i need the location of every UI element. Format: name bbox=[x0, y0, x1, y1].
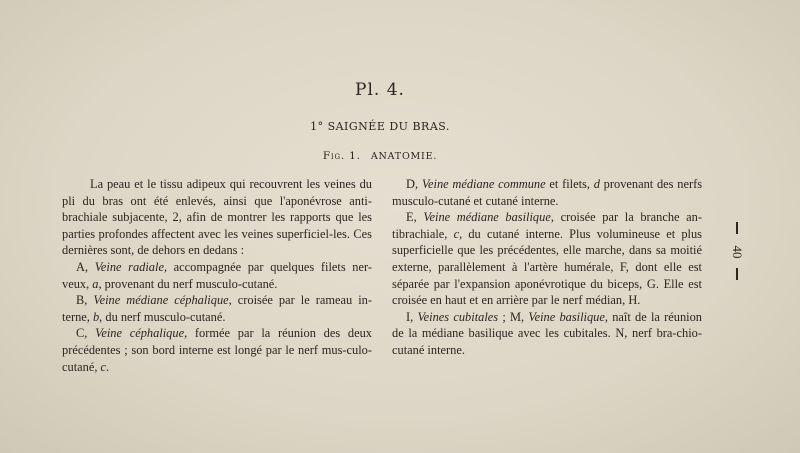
plate-title: Pl. 4. bbox=[355, 80, 405, 100]
letter-d: d bbox=[593, 177, 600, 191]
paragraph-e bbox=[392, 209, 702, 309]
vein-name-e: Veine médiane basilique bbox=[423, 210, 551, 225]
vein-name-d: Veine médiane commune bbox=[421, 177, 546, 191]
label-b: B, bbox=[76, 293, 94, 308]
label-c: C, bbox=[76, 326, 96, 341]
vein-name-b: Veine médiane céphalique bbox=[93, 293, 229, 308]
suffix-i: , naît de la réunion de la médiane basilique avec les cubitales. N, nerf bra-chio-cutané interne. bbox=[392, 309, 702, 357]
text-i-mid: ; M, bbox=[498, 309, 529, 324]
intro-paragraph: La peau et le tissu adipeux qui recouvrent les veines du pli du bras ont été enlevés, ainsi que l'aponévrose anti-brachiale subjacente, 2, afin de montrer les rapports que les parties profondes affectent avec les veines superficiel-les. Ces dernières sont, de dehors en dedans : bbox=[62, 177, 372, 258]
label-i: I, bbox=[406, 309, 418, 324]
letter-e: c bbox=[453, 226, 460, 241]
suffix-b: , du nerf musculo-cutané. bbox=[99, 309, 226, 324]
label-d: D, bbox=[406, 177, 422, 191]
letter-b: b bbox=[92, 309, 100, 324]
page-number: 40 bbox=[730, 245, 745, 259]
page-number-dash-bottom bbox=[736, 268, 738, 280]
left-column bbox=[62, 176, 372, 375]
text-e: , croisée par la branche an-tibrachiale, bbox=[392, 210, 702, 241]
text-d: et filets, bbox=[545, 177, 594, 191]
text-c: , formée par la réunion des deux précédentes ; son bord interne est longé par le nerf mus-culo-cutané, bbox=[62, 326, 372, 374]
paragraph-i bbox=[392, 309, 702, 359]
suffix-a: , provenant du nerf musculo-cutané. bbox=[98, 276, 278, 291]
vein-name-c: Veine céphalique bbox=[95, 326, 185, 341]
paragraph-d bbox=[392, 176, 702, 209]
figure-heading bbox=[0, 150, 760, 162]
right-column bbox=[392, 176, 702, 359]
suffix-d: provenant des nerfs musculo-cutané et cutané interne. bbox=[392, 177, 703, 208]
suffix-c: . bbox=[106, 359, 110, 374]
label-e: E, bbox=[406, 210, 424, 225]
vein-name-a: Veine radiale bbox=[94, 259, 164, 274]
paragraph-c bbox=[62, 325, 372, 375]
text-b: , croisée par le rameau in-terne, bbox=[62, 293, 372, 324]
vein-name-i: Veines cubitales bbox=[417, 309, 499, 324]
letter-a: a bbox=[92, 276, 99, 291]
figure-label: Fig. 1. bbox=[322, 150, 361, 162]
paragraph-a bbox=[62, 259, 372, 292]
paragraph-b bbox=[62, 292, 372, 325]
figure-subtitle: ANATOMIE. bbox=[370, 151, 438, 162]
page-number-marker bbox=[727, 222, 747, 282]
label-a: A, bbox=[76, 259, 95, 274]
section-title: 1° SAIGNÉE DU BRAS. bbox=[310, 120, 450, 133]
text-a: , accompagnée par quelques filets ner-veux, bbox=[62, 259, 372, 291]
vein-name-m: Veine basilique bbox=[528, 309, 605, 324]
page-number-dash-top bbox=[736, 222, 738, 234]
letter-c: c bbox=[100, 359, 107, 374]
suffix-e: , du cutané interne. Plus volumineuse et plus superficielle que les précédentes, elle marche, dans sa moitié externe, parallèlement à l'artère humérale, F, dont elle est séparée par l'expansion aponévrotique du biceps, G. Elle est croisée en haut et en arrière par le nerf médian, H. bbox=[392, 226, 702, 308]
